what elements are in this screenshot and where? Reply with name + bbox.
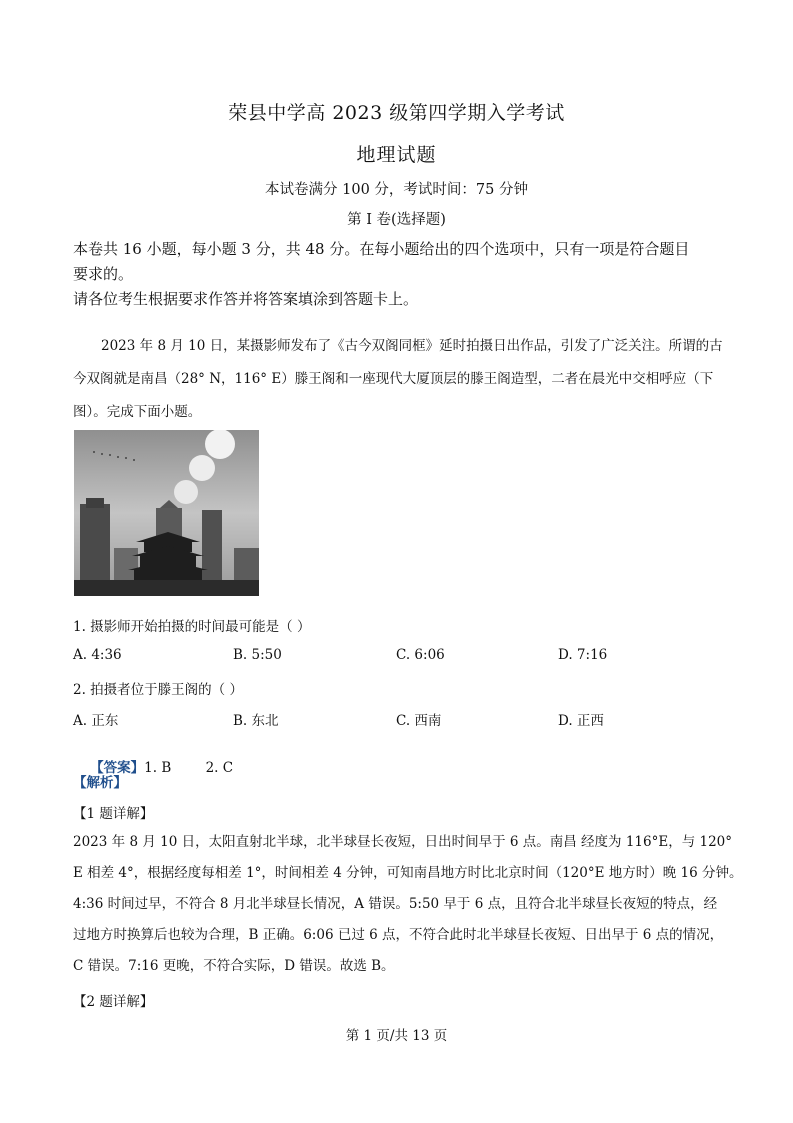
passage-line: 今双阁就是南昌（28° N，116° E）滕王阁和一座现代大厦顶层的滕王阁造型，二者在晨光中交相呼应（下 [73, 371, 714, 387]
answer-label: 【答案】 [90, 760, 145, 776]
detail-line: 2023 年 8 月 10 日，太阳直射北半球，北半球昼长夜短，日出时间早于 6 点。南昌 经度为 116°E，与 120° [73, 834, 733, 850]
sun-icon [205, 430, 235, 459]
question-2-stem: 2. 拍摄者位于滕王阁的（ ） [73, 682, 243, 698]
exam-info: 本试卷满分 100 分，考试时间：75 分钟 [265, 182, 528, 198]
question-1-option-d[interactable]: D. 7:16 [558, 647, 608, 663]
question-1-option-b[interactable]: B. 5:50 [233, 647, 282, 663]
analysis-label: 【解析】 [73, 775, 127, 791]
instruction-line: 请各位考生根据要求作答并将答案填涂到答题卡上。 [73, 290, 419, 308]
question-1-option-a[interactable]: A. 4:36 [73, 647, 122, 663]
passage-line: 图）。完成下面小题。 [73, 404, 202, 420]
page-number: 第 1 页/共 13 页 [345, 1028, 448, 1044]
question-2-option-a[interactable]: A. 正东 [73, 713, 119, 729]
sunrise-photo-illustration [74, 430, 259, 596]
sun-icon [174, 480, 198, 504]
passage-line: 2023 年 8 月 10 日，某摄影师发布了《古今双阁同框》延时拍摄日出作品，引发了广泛关注。所谓的古 [101, 338, 723, 354]
question-2-option-b[interactable]: B. 东北 [233, 713, 279, 729]
q1-detail-label: 【1 题详解】 [73, 806, 154, 822]
detail-line: E 相差 4°，根据经度每相差 1°，时间相差 4 分钟，可知南昌地方时比北京时间（120°E 地方时）晚 16 分钟。 [73, 865, 743, 881]
detail-line: C 错误。7:16 更晚，不符合实际，D 错误。故选 B。 [73, 958, 395, 974]
sunrise-photo [74, 430, 259, 596]
question-2-option-c[interactable]: C. 西南 [396, 713, 442, 729]
q2-detail-label: 【2 题详解】 [73, 994, 154, 1010]
instruction-line: 本卷共 16 小题，每小题 3 分，共 48 分。在每小题给出的四个选项中，只有一项是符合题目 [73, 240, 690, 258]
instruction-line: 要求的。 [73, 265, 134, 283]
sun-icon [189, 455, 215, 481]
detail-line: 过地方时换算后也较为合理，B 正确。6:06 已过 6 点，不符合此时北半球昼长夜短、日出早于 6 点的情况， [73, 927, 724, 943]
instructions [73, 237, 733, 312]
section-title: 第 I 卷(选择题) [347, 212, 446, 228]
q1-detail-text [73, 827, 743, 982]
question-2-option-d[interactable]: D. 正西 [558, 713, 604, 729]
detail-line: 4:36 时间过早，不符合 8 月北半球昼长情况，A 错误。5:50 早于 6 点，且符合北半球昼长夜短的特点，经 [73, 896, 718, 912]
subject-title: 地理试题 [356, 144, 437, 166]
question-1-stem: 1. 摄影师开始拍摄的时间最可能是（ ） [73, 619, 311, 635]
passage [73, 330, 733, 429]
exam-title: 荣县中学高 2023 级第四学期入学考试 [228, 102, 565, 124]
answer-text: 1. B 2. C [144, 760, 234, 776]
question-1-option-c[interactable]: C. 6:06 [396, 647, 445, 663]
